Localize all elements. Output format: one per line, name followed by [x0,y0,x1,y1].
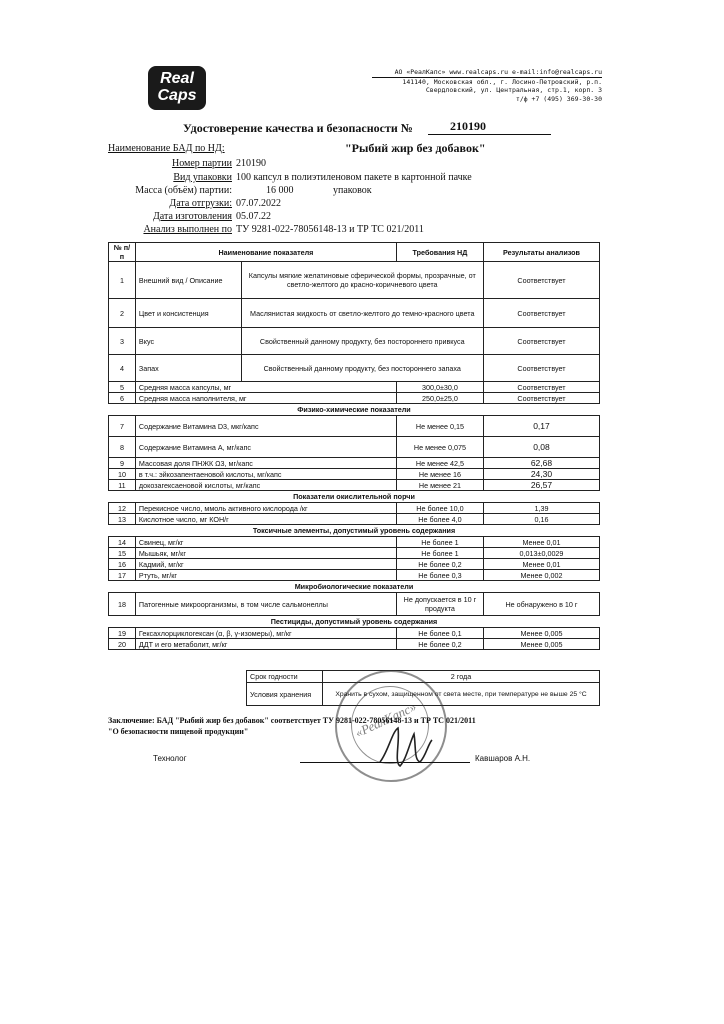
mass-value: 16 000 [266,185,294,196]
company-line: Свердловский, ул. Центральная, стр.1, корп. 3 [425,86,602,94]
batch-value: 210190 [236,158,266,169]
row-name: Средняя масса наполнителя, мг [135,393,396,404]
row-result: Менее 0,01 [483,537,599,548]
row-result: Менее 0,005 [483,639,599,650]
row-number: 19 [109,628,136,639]
row-result: 0,17 [483,416,599,437]
row-name: Перекисное число, ммоль активного кислорода /кг [135,503,396,514]
section-title: Показатели окислительной порчи [109,491,600,503]
row-result: Соответствует [483,355,599,382]
row-result: Соответствует [483,393,599,404]
row-name: Патогенные микроорганизмы, в том числе сальмонеллы [135,593,396,616]
row-name: Содержание Витамина D3, мкг/капс [135,416,396,437]
row-number: 4 [109,355,136,382]
logo-line1: Real [160,70,194,87]
row-requirement: Не более 0,1 [396,628,483,639]
document-number: 210190 [428,119,551,135]
row-requirement: Не менее 42,5 [396,458,483,469]
row-number: 9 [109,458,136,469]
logo-line2: Caps [157,87,197,104]
row-name: в т.ч.: эйкозапентаеновой кислоты, мг/капс [135,469,396,480]
row-result: 24,30 [483,469,599,480]
row-name: докозагексаеновой кислоты, мг/капс [135,480,396,491]
row-number: 3 [109,328,136,355]
row-result: 1,39 [483,503,599,514]
row-requirement: Не менее 16 [396,469,483,480]
row-result: 0,013±0,0029 [483,548,599,559]
row-name: ДДТ и его метаболит, мг/кг [135,639,396,650]
table-row [109,416,600,437]
row-requirement: Маслянистая жидкость от светло-желтого до темно-красного цвета [241,299,483,328]
row-name: Ртуть, мг/кг [135,570,396,581]
row-result: Соответствует [483,262,599,299]
header-req: Требования НД [396,243,483,262]
row-name: Кислотное число, мг КОН/г [135,514,396,525]
row-name: Массовая доля ПНЖК Ω3, мг/капс [135,458,396,469]
row-requirement: 300,0±30,0 [396,382,483,393]
table-row [109,514,600,525]
section-row [109,525,600,537]
company-line: т/ф +7 (495) 369-30-30 [515,94,602,103]
document-title: Удостоверение качества и безопасности № [183,121,413,135]
row-number: 16 [109,559,136,570]
table-row [109,262,600,299]
table-row [109,503,600,514]
row-requirement: Свойственный данному продукту, без постороннего запаха [241,355,483,382]
table-row [109,299,600,328]
row-name: Гексахлорциклогексан (α, β, γ-изомеры), мг/кг [135,628,396,639]
row-number: 8 [109,437,136,458]
row-requirement: Не менее 21 [396,480,483,491]
company-line: АО «РеалКапс» www.realcaps.ru e-mail:info@realcaps.ru [372,68,602,78]
section-title: Пестициды, допустимый уровень содержания [109,616,600,628]
table-header-row [109,243,600,262]
header-num: № п/п [109,243,136,262]
row-requirement: Не менее 0,075 [396,437,483,458]
row-name: Свинец, мг/кг [135,537,396,548]
pack-value: 100 капсул в полиэтиленовом пакете в картонной пачке [236,172,472,183]
section-title: Физико-химические показатели [109,404,600,416]
analysis-label: Анализ выполнен по [143,224,232,235]
table-row [109,480,600,491]
table-row [109,628,600,639]
row-result: Менее 0,005 [483,628,599,639]
table-row [109,537,600,548]
batch-label: Номер партии [171,158,232,169]
row-requirement: Не допускается в 10 г продукта [396,593,483,616]
mass-unit: упаковок [333,185,372,196]
table-row [109,393,600,404]
row-result: Менее 0,002 [483,570,599,581]
row-requirement: Не более 0,3 [396,570,483,581]
table-row [109,469,600,480]
row-name: Содержание Витамина А, мг/капс [135,437,396,458]
conclusion-line1: Заключение: БАД "Рыбий жир без добавок" соответствует ТУ 9281-022-78056148-13 и ТР ТС 021/2011 [108,716,476,725]
section-row [109,404,600,416]
row-result: 0,16 [483,514,599,525]
table-row [109,548,600,559]
company-logo [148,66,206,110]
company-line: 141140, Московская обл., г. Лосино-Петровский, р.п. [402,77,602,86]
section-row [109,491,600,503]
row-result: 62,68 [483,458,599,469]
header-name: Наименование показателя [135,243,396,262]
row-result: Не обнаружено в 10 г [483,593,599,616]
row-name: Мышьяк, мг/кг [135,548,396,559]
table-row [109,639,600,650]
row-requirement: Не более 1 [396,537,483,548]
row-name: Средняя масса капсулы, мг [135,382,396,393]
made-label: Дата изготовления [152,211,232,222]
signer-name: Кавшаров А.Н. [475,754,531,763]
table-row [109,559,600,570]
row-result: Соответствует [483,299,599,328]
row-number: 15 [109,548,136,559]
table-row [109,355,600,382]
row-number: 18 [109,593,136,616]
signature-scribble [370,722,440,774]
table-row [109,328,600,355]
row-number: 6 [109,393,136,404]
row-requirement: Не более 10,0 [396,503,483,514]
row-number: 12 [109,503,136,514]
row-name: Цвет и консистенция [135,299,241,328]
table-row [109,382,600,393]
row-requirement: Не более 0,2 [396,559,483,570]
pack-label: Вид упаковки [173,172,232,183]
row-number: 2 [109,299,136,328]
row-number: 7 [109,416,136,437]
company-info [372,68,602,103]
row-requirement: 250,0±25,0 [396,393,483,404]
row-number: 13 [109,514,136,525]
row-result: Соответствует [483,382,599,393]
shelf-label: Срок годности [247,671,323,683]
section-row [109,616,600,628]
row-name: Вкус [135,328,241,355]
name-label: Наименование БАД по НД: [108,143,225,154]
row-requirement: Не более 1 [396,548,483,559]
quality-table [108,242,600,650]
conclusion-line2: "О безопасности пищевой продукции" [108,727,249,736]
ship-label: Дата отгрузки: [169,198,232,209]
made-value: 05.07.22 [236,211,271,222]
table-row [109,593,600,616]
row-name: Внешний вид / Описание [135,262,241,299]
row-number: 20 [109,639,136,650]
row-result: Менее 0,01 [483,559,599,570]
row-number: 14 [109,537,136,548]
row-name: Запах [135,355,241,382]
row-requirement: Свойственный данному продукту, без постороннего привкуса [241,328,483,355]
header-res: Результаты анализов [483,243,599,262]
stamp-text: «РеалКапс» [352,698,419,741]
row-number: 17 [109,570,136,581]
table-row [109,458,600,469]
row-number: 11 [109,480,136,491]
ship-value: 07.07.2022 [236,198,281,209]
row-requirement: Не более 0,2 [396,639,483,650]
row-requirement: Капсулы мягкие желатиновые сферической формы, прозрачные, от светло-желтого до красно-коричневого цвета [241,262,483,299]
analysis-value: ТУ 9281-022-78056148-13 и ТР ТС 021/2011 [236,224,424,235]
table-row [109,570,600,581]
cond-label: Условия хранения [247,683,323,706]
table-row [109,437,600,458]
section-title: Токсичные элементы, допустимый уровень содержания [109,525,600,537]
cond-value: Хранить в сухом, защищенном от света месте, при температуре не выше 25 °С [323,683,600,706]
row-requirement: Не более 4,0 [396,514,483,525]
section-title: Микробиологические показатели [109,581,600,593]
mass-label: Масса (объём) партии: [135,185,232,196]
row-number: 5 [109,382,136,393]
section-row [109,581,600,593]
row-number: 10 [109,469,136,480]
row-result: 26,57 [483,480,599,491]
product-name: "Рыбий жир без добавок" [345,141,486,155]
row-number: 1 [109,262,136,299]
row-requirement: Не менее 0,15 [396,416,483,437]
row-result: Соответствует [483,328,599,355]
row-result: 0,08 [483,437,599,458]
signer-role: Технолог [153,754,187,763]
row-name: Кадмий, мг/кг [135,559,396,570]
shelf-value: 2 года [323,671,600,683]
